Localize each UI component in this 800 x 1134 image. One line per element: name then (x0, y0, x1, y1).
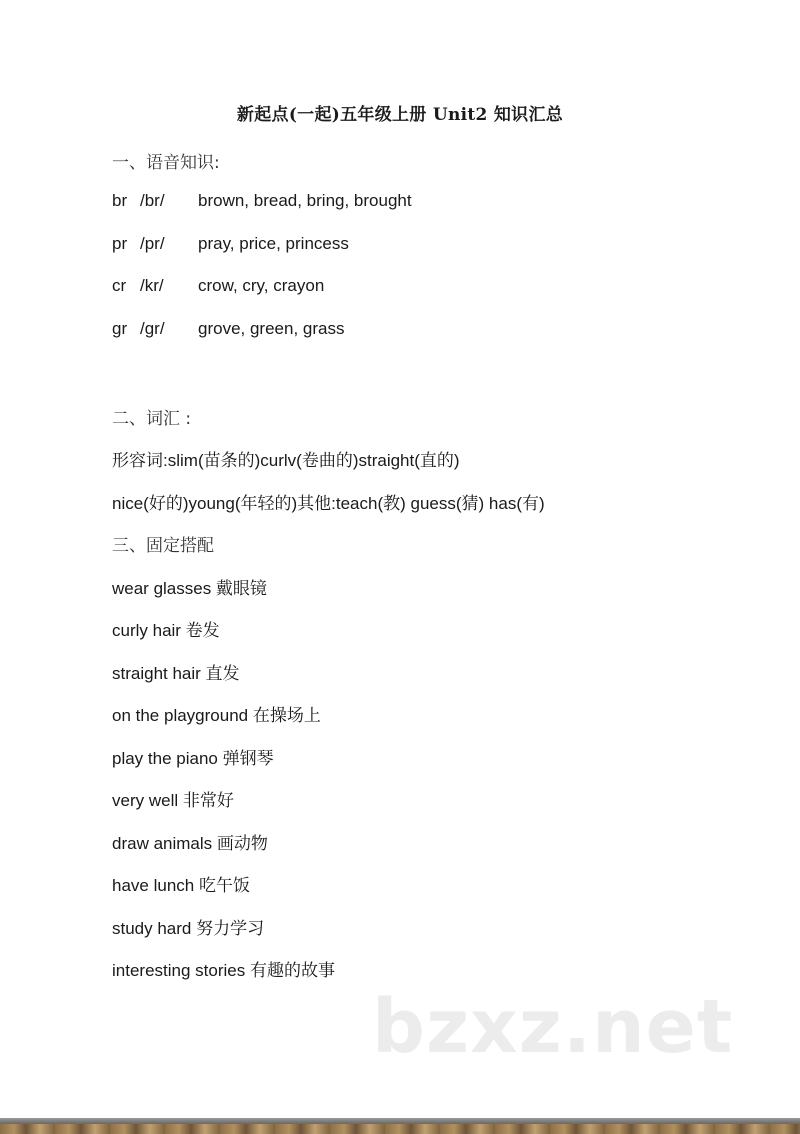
page-bottom-edge (0, 1118, 800, 1134)
phonics-phoneme: /kr/ (140, 276, 164, 295)
phonics-words: pray, price, princess (198, 234, 349, 253)
phrase-item: play the piano 弹钢琴 (112, 749, 274, 768)
phrase-item: curly hair 卷发 (112, 621, 220, 640)
phrase-item: have lunch 吃午饭 (112, 876, 250, 895)
vocabulary-line: 形容词:slim(苗条的)curlv(卷曲的)straight(直的) (112, 451, 460, 470)
phonics-words: crow, cry, crayon (198, 276, 325, 295)
phonics-phoneme: /pr/ (140, 234, 165, 253)
phonics-letters: cr (112, 276, 127, 295)
phrase-item: draw animals 画动物 (112, 834, 268, 853)
section-heading-phrases: 三、固定搭配 (112, 536, 214, 556)
phrase-item: straight hair 直发 (112, 664, 240, 683)
phrase-item: on the playground 在操场上 (112, 706, 321, 725)
phrase-item: very well 非常好 (112, 791, 234, 810)
phonics-letters: br (112, 191, 128, 210)
phrase-item: wear glasses 戴眼镜 (112, 579, 267, 598)
phrase-item: interesting stories 有趣的故事 (112, 961, 335, 980)
document-title: 新起点(一起)五年级上册 Unit2 知识汇总 (236, 105, 564, 125)
phonics-words: grove, green, grass (198, 319, 345, 338)
phonics-letters: gr (112, 319, 128, 338)
site-watermark: bzxz.net (372, 984, 734, 1070)
phonics-words: brown, bread, bring, brought (198, 191, 412, 210)
phrase-item: study hard 努力学习 (112, 919, 265, 938)
phonics-letters: pr (112, 234, 128, 253)
section-heading-vocabulary: 二、词汇 : (112, 409, 192, 429)
phonics-phoneme: /gr/ (140, 319, 165, 338)
phonics-phoneme: /br/ (140, 191, 165, 210)
next-page-preview (0, 1124, 800, 1134)
section-heading-phonics: 一、语音知识: (112, 153, 220, 173)
vocabulary-line: nice(好的)young(年轻的)其他:teach(教) guess(猜) has(有) (112, 494, 545, 513)
